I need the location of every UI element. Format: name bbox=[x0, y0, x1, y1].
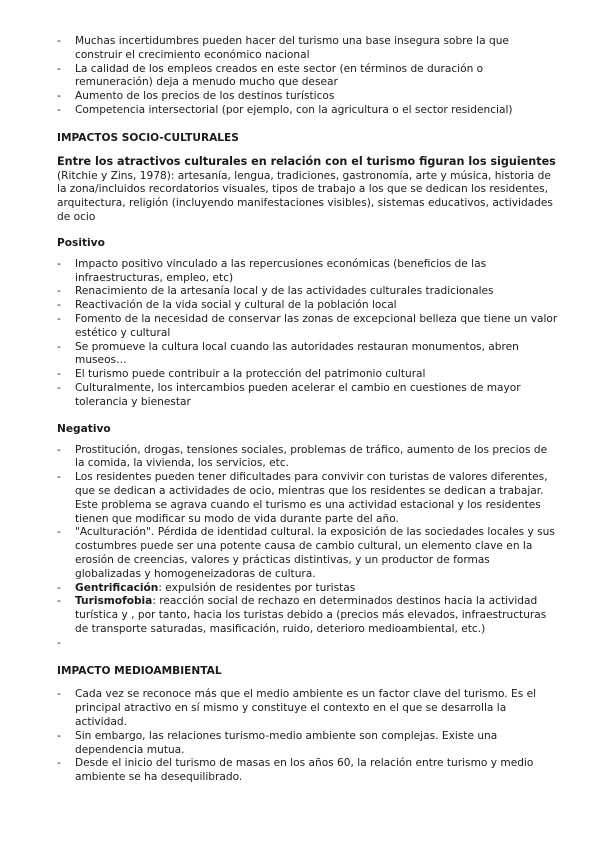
list-item: - Impacto positivo vinculado a las repercusiones económicas (beneficios de las infraestructuras, empleo, etc) bbox=[57, 257, 487, 284]
list-item: - Turismofobia: reacción social de rechazo en determinados destinos hacia la actividad turística y , por tanto, hacia los turistas debido a (precios más elevados, infraestructuras de transporte saturadas, masificación, ruido, deterioro medioambiental, etc.) bbox=[57, 595, 547, 635]
bullet-dash: - bbox=[57, 595, 61, 608]
bullet-dash: - bbox=[57, 526, 61, 539]
bullet-dash: - bbox=[57, 340, 61, 353]
socio-lead-bold: Entre los atractivos culturales en relación con el turismo figuran los siguientes bbox=[57, 154, 556, 168]
list-item: - Aumento de los precios de los destinos turísticos bbox=[57, 90, 335, 103]
list-item-empty bbox=[57, 637, 559, 651]
list-item: - Se promueve la cultura local cuando las autoridades restauran monumentos, abren museos… bbox=[57, 340, 519, 367]
bullet-dash: - bbox=[57, 285, 61, 298]
bullet-dash: - bbox=[57, 443, 61, 456]
list-item: - Desde el inicio del turismo de masas en los años 60, la relación entre turismo y medio ambiente se ha desequilibrado. bbox=[57, 757, 534, 784]
turismofobia-term: Turismofobia bbox=[75, 595, 153, 608]
list-item: - Cada vez se reconoce más que el medio ambiente es un factor clave del turismo. Es el principal atractivo en sí mismo y constituye el contexto en el que se desarrolla la actividad. bbox=[57, 688, 537, 729]
heading-medioambiental: IMPACTO MEDIOAMBIENTAL bbox=[57, 665, 222, 678]
list-negativo bbox=[57, 444, 559, 651]
bullet-dash: - bbox=[57, 757, 61, 770]
socio-lead-paragraph bbox=[57, 155, 559, 225]
bullet-dash: - bbox=[57, 381, 61, 394]
bullet-dash: - bbox=[57, 312, 61, 325]
list-item: - Fomento de la necesidad de conservar las zonas de excepcional belleza que tiene un valor estético y cultural bbox=[57, 312, 558, 339]
bullet-dash: - bbox=[57, 35, 61, 47]
bullet-dash: - bbox=[57, 299, 61, 312]
gentrificacion-term: Gentrificación bbox=[75, 581, 159, 594]
heading-negativo: Negativo bbox=[57, 422, 111, 435]
bullet-dash: - bbox=[57, 103, 61, 116]
list-economic-negatives bbox=[57, 35, 559, 118]
list-item: - La calidad de los empleos creados en este sector (en términos de duración o remuneración) deja a menudo mucho que desear bbox=[57, 62, 484, 89]
heading-socio-culturales: IMPACTOS SOCIO-CULTURALES bbox=[57, 131, 239, 144]
list-item: - Los residentes pueden tener dificultades para convivir con turistas de valores diferentes, que se dedican a actividades de ocio, mientras que los residentes se dedican a trabajar. Este problema se agrava cuando el turismo es una actividad estacional y los residentes tienen que modificar su modo de vida durante parte del año. bbox=[57, 471, 548, 525]
bullet-dash: - bbox=[57, 368, 61, 381]
bullet-dash: - bbox=[57, 62, 61, 75]
bullet-dash: - bbox=[57, 471, 61, 484]
list-item: - Reactivación de la vida social y cultural de la población local bbox=[57, 299, 397, 312]
list-item: - Gentrificación: expulsión de residentes por turistas bbox=[57, 581, 356, 594]
list-medioambiental bbox=[57, 688, 559, 785]
bullet-dash: - bbox=[57, 257, 61, 270]
bullet-dash: - bbox=[57, 729, 61, 742]
bullet-dash: - bbox=[57, 581, 61, 594]
list-item: - "Aculturación". Pérdida de identidad cultural. la exposición de las sociedades locales y sus costumbres puede ser una potente causa de cambio cultural, un elemento clave en la erosión de creencias, valores y prácticas distintivas, y un productor de formas globalizadas y homogeneizadoras de cultura. bbox=[57, 526, 555, 580]
list-item: - Competencia intersectorial (por ejemplo, con la agricultura o el sector residencial) bbox=[57, 103, 513, 116]
bullet-dash: - bbox=[57, 636, 61, 649]
list-item: - Renacimiento de la artesanía local y de las actividades culturales tradicionales bbox=[57, 285, 494, 298]
bullet-dash: - bbox=[57, 688, 61, 701]
list-positivo bbox=[57, 258, 559, 410]
list-item: - Culturalmente, los intercambios pueden acelerar el cambio en cuestiones de mayor tolerancia y bienestar bbox=[57, 381, 521, 408]
list-item: - Muchas incertidumbres pueden hacer del turismo una base insegura sobre la que construir el crecimiento económico nacional bbox=[57, 35, 509, 61]
list-item: - Sin embargo, las relaciones turismo-medio ambiente son complejas. Existe una dependencia mutua. bbox=[57, 729, 498, 756]
bullet-dash: - bbox=[57, 90, 61, 103]
list-item: - El turismo puede contribuir a la protección del patrimonio cultural bbox=[57, 368, 426, 381]
socio-lead-text: (Ritchie y Zins, 1978): artesanía, lengua, tradiciones, gastronomía, arte y música, historia de la zona/incluidos recordatorios visuales, tipos de trabajo a los que se dedican los residentes, arquitectura, religión (incluyendo manifestaciones visibles), sistemas educativos, actividades de ocio bbox=[57, 169, 553, 223]
list-item: - Prostitución, drogas, tensiones sociales, problemas de tráfico, aumento de los precios de la comida, la vivienda, los servicios, etc. bbox=[57, 443, 548, 470]
heading-positivo: Positivo bbox=[57, 236, 105, 249]
